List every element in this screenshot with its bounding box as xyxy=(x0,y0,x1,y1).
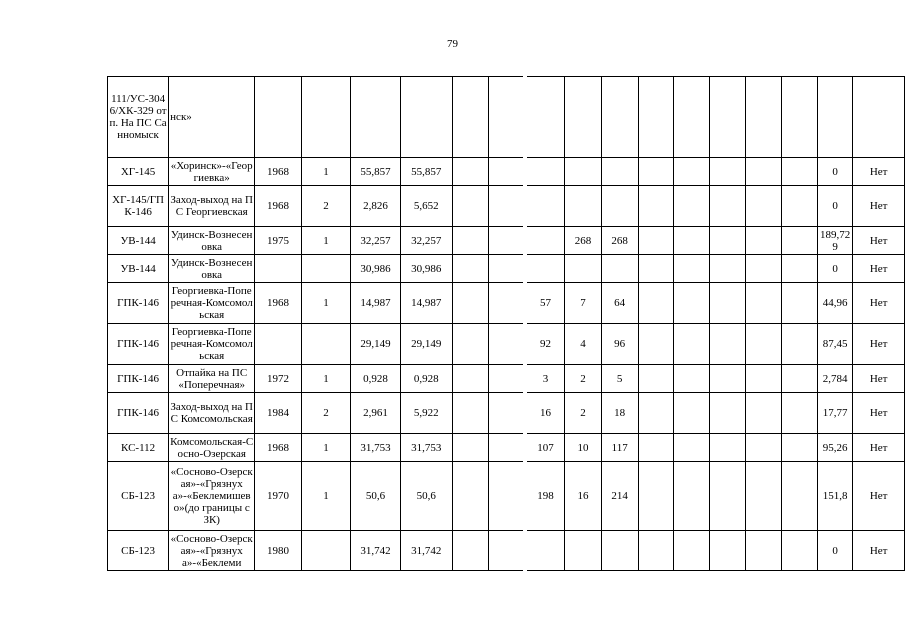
cell-c9 xyxy=(489,365,523,393)
cell-c8 xyxy=(452,393,488,434)
empty-cell xyxy=(673,531,709,571)
cell-year xyxy=(255,77,302,158)
cell-name: Георгиевка-Поперечная-Комсомольская xyxy=(169,324,255,365)
empty-cell xyxy=(782,158,817,186)
empty-cell xyxy=(673,393,709,434)
table-row xyxy=(108,227,905,255)
cell-c17: 189,729 xyxy=(817,227,853,255)
cell-len1: 32,257 xyxy=(351,227,401,255)
empty-cell xyxy=(710,434,745,462)
table-row xyxy=(108,531,905,571)
empty-cell xyxy=(673,255,709,283)
cell-c17: 0 xyxy=(817,158,853,186)
cell-c10 xyxy=(527,227,565,255)
cell-len2: 29,149 xyxy=(400,324,452,365)
cell-name: «Сосново-Озерская»-«Грязнуха»-«Беклеми xyxy=(170,532,253,569)
empty-cell xyxy=(710,365,745,393)
cell-len1: 30,986 xyxy=(351,255,401,283)
cell-year: 1970 xyxy=(255,462,302,531)
cell-c12: 96 xyxy=(601,324,638,365)
cell-year: 1984 xyxy=(255,393,302,434)
cell-len1: 55,857 xyxy=(351,158,401,186)
cell-c8 xyxy=(452,158,488,186)
cell-name: Удинск-Вознесеновка xyxy=(169,255,255,283)
cell-c10 xyxy=(527,531,565,571)
cell-c9 xyxy=(489,283,523,324)
cell-c9 xyxy=(489,324,523,365)
table-row xyxy=(108,434,905,462)
cell-circuits: 2 xyxy=(301,393,350,434)
cell-c18: Нет xyxy=(853,227,905,255)
empty-cell xyxy=(673,283,709,324)
cell-c12 xyxy=(601,531,638,571)
empty-cell xyxy=(673,77,709,158)
cell-name: Отпайка на ПС «Поперечная» xyxy=(169,365,255,393)
table-row xyxy=(108,393,905,434)
empty-cell xyxy=(710,255,745,283)
empty-cell xyxy=(638,77,673,158)
table-row xyxy=(108,365,905,393)
cell-c17 xyxy=(817,77,853,158)
empty-cell xyxy=(638,462,673,531)
empty-cell xyxy=(782,462,817,531)
cell-len1 xyxy=(351,77,401,158)
cell-c17: 0 xyxy=(817,186,853,227)
empty-cell xyxy=(745,365,781,393)
cell-code: ГПК-146 xyxy=(108,283,169,324)
cell-c9 xyxy=(489,158,523,186)
empty-cell xyxy=(782,531,817,571)
empty-cell xyxy=(782,186,817,227)
cell-name: Комсомольская-Сосно-Озерская xyxy=(170,435,254,460)
cell-c8 xyxy=(452,186,488,227)
cell-len1: 29,149 xyxy=(351,324,401,365)
cell-c10 xyxy=(527,158,565,186)
cell-len2: 55,857 xyxy=(400,158,452,186)
page-number: 79 xyxy=(447,38,458,50)
cell-len2: 0,928 xyxy=(400,365,452,393)
empty-cell xyxy=(782,255,817,283)
cell-name: «Хоринск»-«Георгиевка» xyxy=(169,158,255,186)
empty-cell xyxy=(673,227,709,255)
empty-cell xyxy=(745,227,781,255)
cell-len1: 31,742 xyxy=(351,531,401,571)
cell-c11: 10 xyxy=(565,434,602,462)
cell-c11: 16 xyxy=(565,462,602,531)
cell-c10 xyxy=(527,77,565,158)
cell-c9 xyxy=(489,186,523,227)
cell-c11: 2 xyxy=(565,393,602,434)
cell-c18: Нет xyxy=(853,186,905,227)
cell-len1: 31,753 xyxy=(351,434,401,462)
empty-cell xyxy=(710,186,745,227)
cell-c8 xyxy=(452,324,488,365)
empty-cell xyxy=(745,255,781,283)
cell-year: 1968 xyxy=(255,434,302,462)
cell-c18: Нет xyxy=(853,283,905,324)
cell-circuits: 1 xyxy=(301,158,350,186)
empty-cell xyxy=(638,393,673,434)
cell-code: ГПК-146 xyxy=(108,324,169,365)
cell-c17: 0 xyxy=(817,531,853,571)
empty-cell xyxy=(745,158,781,186)
empty-cell xyxy=(673,186,709,227)
cell-c9 xyxy=(489,434,523,462)
empty-cell xyxy=(745,324,781,365)
cell-c9 xyxy=(489,255,523,283)
cell-name: «Сосново-Озерская»-«Грязнуха»-«Беклемишево»(до границы с ЗК) xyxy=(169,462,255,531)
cell-name: Заход-выход на ПС Комсомольская xyxy=(169,393,255,434)
cell-circuits: 1 xyxy=(301,462,350,531)
cell-len2: 5,652 xyxy=(400,186,452,227)
table-row xyxy=(108,186,905,227)
cell-c18: Нет xyxy=(853,365,905,393)
empty-cell xyxy=(745,531,781,571)
table-row xyxy=(108,255,905,283)
cell-len2: 30,986 xyxy=(400,255,452,283)
cell-code: КС-112 xyxy=(108,434,169,462)
cell-c11 xyxy=(565,186,602,227)
cell-code: УВ-144 xyxy=(108,255,169,283)
empty-cell xyxy=(638,365,673,393)
cell-c17: 2,784 xyxy=(817,365,853,393)
empty-cell xyxy=(638,283,673,324)
cell-circuits: 1 xyxy=(301,365,350,393)
cell-c9 xyxy=(489,462,523,531)
cell-circuits xyxy=(301,531,350,571)
cell-c10: 3 xyxy=(527,365,565,393)
empty-cell xyxy=(745,186,781,227)
cell-len2 xyxy=(400,77,452,158)
cell-c18: Нет xyxy=(853,393,905,434)
empty-cell xyxy=(638,158,673,186)
cell-c8 xyxy=(452,531,488,571)
empty-cell xyxy=(710,324,745,365)
empty-cell xyxy=(710,158,745,186)
empty-cell xyxy=(673,434,709,462)
cell-code: УВ-144 xyxy=(108,227,169,255)
cell-c8 xyxy=(452,365,488,393)
empty-cell xyxy=(710,531,745,571)
empty-cell xyxy=(673,158,709,186)
cell-c17: 95,26 xyxy=(817,434,853,462)
power-lines-table xyxy=(107,76,905,571)
cell-c17: 87,45 xyxy=(817,324,853,365)
empty-cell xyxy=(782,434,817,462)
cell-name: нск» xyxy=(169,77,255,158)
cell-c11: 7 xyxy=(565,283,602,324)
cell-name: Георгиевка-Поперечная-Комсомольская xyxy=(169,283,255,324)
cell-year: 1968 xyxy=(255,186,302,227)
cell-c12 xyxy=(601,77,638,158)
cell-c12: 64 xyxy=(601,283,638,324)
cell-c11 xyxy=(565,531,602,571)
cell-year xyxy=(255,324,302,365)
empty-cell xyxy=(745,77,781,158)
cell-len2: 31,742 xyxy=(400,531,452,571)
empty-cell xyxy=(710,283,745,324)
cell-c11: 4 xyxy=(565,324,602,365)
cell-circuits xyxy=(301,77,350,158)
cell-len2: 5,922 xyxy=(400,393,452,434)
empty-cell xyxy=(782,324,817,365)
cell-code: ХГ-145/ГПК-146 xyxy=(108,186,169,227)
empty-cell xyxy=(782,77,817,158)
empty-cell xyxy=(638,255,673,283)
cell-year: 1972 xyxy=(255,365,302,393)
cell-circuits: 1 xyxy=(301,283,350,324)
cell-circuits xyxy=(301,255,350,283)
table-row xyxy=(108,462,905,531)
empty-cell xyxy=(710,227,745,255)
cell-year xyxy=(255,255,302,283)
cell-c11 xyxy=(565,77,602,158)
cell-c11: 268 xyxy=(565,227,602,255)
cell-code: ГПК-146 xyxy=(108,365,169,393)
table-body xyxy=(108,77,905,571)
cell-c17: 151,8 xyxy=(817,462,853,531)
cell-c8 xyxy=(452,434,488,462)
cell-c17: 0 xyxy=(817,255,853,283)
empty-cell xyxy=(782,365,817,393)
cell-circuits: 2 xyxy=(301,186,350,227)
cell-c11: 2 xyxy=(565,365,602,393)
cell-c10: 16 xyxy=(527,393,565,434)
empty-cell xyxy=(710,393,745,434)
empty-cell xyxy=(638,227,673,255)
empty-cell xyxy=(745,434,781,462)
cell-len1: 2,826 xyxy=(351,186,401,227)
cell-c9 xyxy=(489,531,523,571)
cell-c18: Нет xyxy=(853,255,905,283)
empty-cell xyxy=(782,283,817,324)
cell-c11 xyxy=(565,158,602,186)
cell-c12: 214 xyxy=(601,462,638,531)
table-row xyxy=(108,324,905,365)
cell-circuits: 1 xyxy=(301,434,350,462)
empty-cell xyxy=(745,283,781,324)
cell-len1: 2,961 xyxy=(351,393,401,434)
cell-c18: Нет xyxy=(853,531,905,571)
cell-code: СБ-123 xyxy=(108,462,169,531)
cell-year: 1980 xyxy=(255,531,302,571)
cell-c18 xyxy=(853,77,905,158)
cell-len2: 32,257 xyxy=(400,227,452,255)
empty-cell xyxy=(745,393,781,434)
cell-circuits xyxy=(301,324,350,365)
cell-c10: 107 xyxy=(527,434,565,462)
empty-cell xyxy=(638,186,673,227)
empty-cell xyxy=(638,531,673,571)
cell-len2: 14,987 xyxy=(400,283,452,324)
cell-c17: 44,96 xyxy=(817,283,853,324)
cell-name: Заход-выход на ПС Георгиевская xyxy=(169,186,255,227)
empty-cell xyxy=(673,365,709,393)
empty-cell xyxy=(782,393,817,434)
cell-c10 xyxy=(527,255,565,283)
table-row xyxy=(108,158,905,186)
empty-cell xyxy=(710,77,745,158)
cell-c18: Нет xyxy=(853,324,905,365)
cell-c12: 5 xyxy=(601,365,638,393)
cell-c10: 92 xyxy=(527,324,565,365)
cell-year: 1975 xyxy=(255,227,302,255)
empty-cell xyxy=(673,324,709,365)
cell-circuits: 1 xyxy=(301,227,350,255)
empty-cell xyxy=(673,462,709,531)
empty-cell xyxy=(638,324,673,365)
cell-c18: Нет xyxy=(853,462,905,531)
cell-c12 xyxy=(601,186,638,227)
cell-name: Удинск-Вознесеновка xyxy=(169,227,255,255)
cell-c10 xyxy=(527,186,565,227)
cell-len2: 50,6 xyxy=(400,462,452,531)
cell-c18: Нет xyxy=(853,434,905,462)
cell-c12 xyxy=(601,255,638,283)
cell-len1: 50,6 xyxy=(351,462,401,531)
cell-c9 xyxy=(489,393,523,434)
cell-c8 xyxy=(452,283,488,324)
cell-year: 1968 xyxy=(255,283,302,324)
cell-c9 xyxy=(489,227,523,255)
cell-len1: 14,987 xyxy=(351,283,401,324)
cell-c8 xyxy=(452,77,488,158)
cell-c18: Нет xyxy=(853,158,905,186)
cell-c10: 198 xyxy=(527,462,565,531)
cell-code: ГПК-146 xyxy=(108,393,169,434)
empty-cell xyxy=(710,462,745,531)
empty-cell xyxy=(745,462,781,531)
cell-c8 xyxy=(452,255,488,283)
cell-c9 xyxy=(489,77,523,158)
cell-len1: 0,928 xyxy=(351,365,401,393)
cell-c12 xyxy=(601,158,638,186)
cell-c12: 117 xyxy=(601,434,638,462)
cell-c11 xyxy=(565,255,602,283)
cell-c8 xyxy=(452,462,488,531)
cell-c12: 268 xyxy=(601,227,638,255)
cell-c10: 57 xyxy=(527,283,565,324)
table-row xyxy=(108,283,905,324)
empty-cell xyxy=(782,227,817,255)
cell-len2: 31,753 xyxy=(400,434,452,462)
table-row xyxy=(108,77,905,158)
cell-c8 xyxy=(452,227,488,255)
cell-code: СБ-123 xyxy=(108,531,169,571)
empty-cell xyxy=(638,434,673,462)
cell-code: 111/УС-3046/ХК-329 отп. На ПС Санномыск xyxy=(108,77,169,158)
cell-c12: 18 xyxy=(601,393,638,434)
cell-c17: 17,77 xyxy=(817,393,853,434)
cell-year: 1968 xyxy=(255,158,302,186)
cell-code: ХГ-145 xyxy=(108,158,169,186)
